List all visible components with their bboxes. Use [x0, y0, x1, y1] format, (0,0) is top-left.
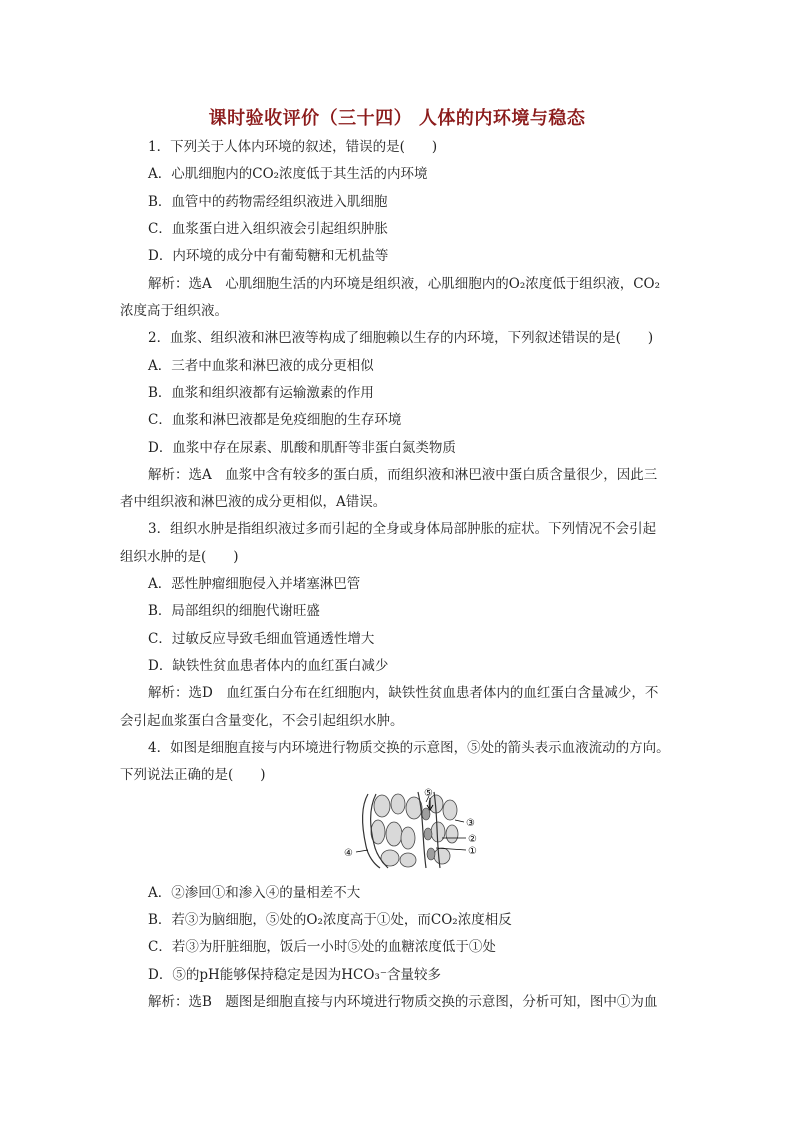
label-5: ⑤	[424, 788, 433, 799]
q1-option-b: B．血管中的药物需经组织液进入肌细胞	[148, 194, 388, 210]
q1-option-a: A．心肌细胞内的CO₂浓度低于其生活的内环境	[148, 166, 428, 182]
tissue-cell	[374, 795, 390, 817]
page-title: 课时验收评价（三十四） 人体的内环境与稳态	[208, 108, 586, 129]
q2-answer-line2: 者中组织液和淋巴液的成分更相似，A错误。	[120, 494, 387, 510]
q3-option-c: C．过敏反应导致毛细血管通透性增大	[148, 631, 375, 647]
q4-option-a: A．②渗回①和渗入④的量相差不大	[148, 885, 361, 901]
q1-option-c: C．血浆蛋白进入组织液会引起组织肿胀	[148, 221, 388, 237]
q1-answer-line2: 浓度高于组织液。	[120, 303, 228, 319]
q4-stem-line1: 4．如图是细胞直接与内环境进行物质交换的示意图，⑤处的箭头表示血液流动的方向。	[148, 740, 670, 756]
q4-option-c: C．若③为肝脏细胞，饭后一小时⑤处的血糖浓度低于①处	[148, 939, 496, 955]
q1-answer-line1: 解析：选A 心肌细胞生活的内环境是组织液，心肌细胞内的O₂浓度低于组织液，CO₂	[148, 276, 661, 292]
q3-stem-line2: 组织水肿的是( )	[120, 549, 239, 565]
q1-option-d: D．内环境的成分中有葡萄糖和无机盐等	[148, 248, 389, 264]
label-2: ②	[468, 834, 477, 845]
q3-option-b: B．局部组织的细胞代谢旺盛	[148, 603, 320, 619]
q2-stem: 2．血浆、组织液和淋巴液等构成了细胞赖以生存的内环境，下列叙述错误的是( )	[148, 330, 654, 346]
q3-option-d: D．缺铁性贫血患者体内的血红蛋白减少	[148, 658, 389, 674]
q3-answer-line1: 解析：选D 血红蛋白分布在红细胞内，缺铁性贫血患者体内的血红蛋白含量减少，不	[148, 685, 659, 701]
q3-option-a: A．恶性肿瘤细胞侵入并堵塞淋巴管	[148, 576, 361, 592]
q2-option-c: C．血浆和淋巴液都是免疫细胞的生存环境	[148, 412, 402, 428]
q2-answer-line1: 解析：选A 血浆中含有较多的蛋白质，而组织液和淋巴液中蛋白质含量很少，因此三	[148, 467, 658, 483]
q4-stem-line2: 下列说法正确的是( )	[120, 767, 266, 783]
q3-stem-line1: 3．组织水肿是指组织液过多而引起的全身或身体局部肿胀的症状。下列情况不会引起	[148, 521, 657, 537]
q4-option-d: D．⑤的pH能够保持稳定是因为HCO₃⁻含量较多	[148, 967, 441, 983]
q4-answer-line1: 解析：选B 题图是细胞直接与内环境进行物质交换的示意图，分析可知，图中①为血	[148, 994, 658, 1010]
q3-answer-line2: 会引起血浆蛋白含量变化，不会引起组织水肿。	[120, 713, 404, 729]
label-4: ④	[344, 848, 353, 859]
q2-option-b: B．血浆和组织液都有运输激素的作用	[148, 385, 374, 401]
q1-stem: 1．下列关于人体内环境的叙述，错误的是( )	[148, 139, 438, 155]
q4-option-b: B．若③为脑细胞，⑤处的O₂浓度高于①处，而CO₂浓度相反	[148, 912, 512, 928]
q2-option-d: D．血浆中存在尿素、肌酸和肌酐等非蛋白氮类物质	[148, 440, 456, 456]
cell-exchange-diagram	[338, 788, 488, 870]
label-1: ①	[468, 846, 477, 857]
q2-option-a: A．三者中血浆和淋巴液的成分更相似	[148, 358, 374, 374]
label-3: ③	[466, 818, 475, 829]
